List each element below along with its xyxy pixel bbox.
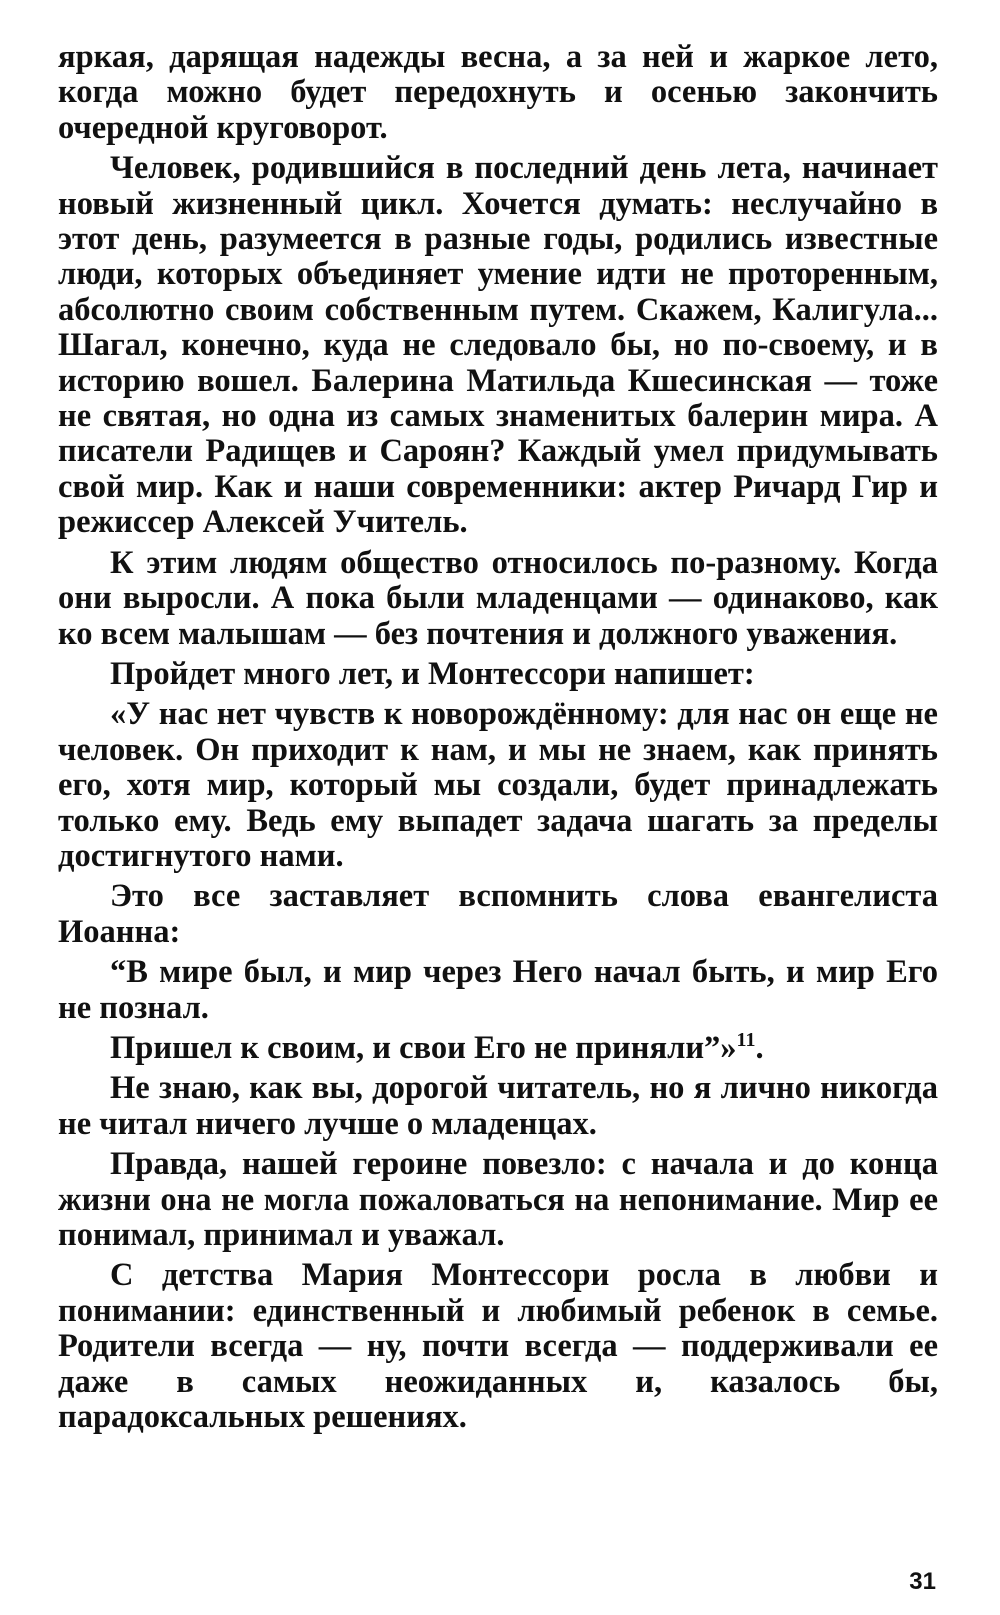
paragraph-continuation: яркая, дарящая надежды весна, а за ней и жаркое лето, когда можно будет передохнуть и осенью закончить очередной круговорот. xyxy=(58,39,938,146)
footnote-reference: 11 xyxy=(736,1028,756,1051)
paragraph: Не знаю, как вы, дорогой читатель, но я лично никогда не читал ничего лучше о младенцах. xyxy=(58,1070,938,1142)
paragraph: С детства Мария Монтессори росла в любви и понимании: единственный и любимый ребенок в семье. Родители всегда — ну, почти всегда — поддерживали ее даже в самых неожиданных и, казалось бы, парадоксальных решениях. xyxy=(58,1257,938,1436)
quote-paragraph: «У нас нет чувств к новорождённому: для нас он еще не человек. Он приходит к нам, и мы не знаем, как принять его, хотя мир, который мы создали, будет принадлежать только ему. Ведь ему выпадет задача шагать за пределы достигнутого нами. xyxy=(58,696,938,874)
quote-paragraph: “В мире был, и мир через Него начал быть, и мир Его не познал. xyxy=(58,954,938,1026)
quote-text: Пришел к своим, и свои Его не приняли”» xyxy=(110,1029,737,1066)
quote-tail: . xyxy=(755,1029,764,1066)
paragraph: Пройдет много лет, и Монтессори напишет: xyxy=(110,655,755,692)
paragraph: Правда, нашей героине повезло: с начала и до конца жизни она не могла пожаловаться на непонимание. Мир ее понимал, принимал и уважал. xyxy=(58,1146,938,1253)
paragraph: Это все заставляет вспомнить слова евангелиста Иоанна: xyxy=(58,878,938,950)
paragraph: К этим людям общество относилось по-разному. Когда они выросли. А пока были младенцами — одинаково, как ко всем малышам — без почтения и должного уважения. xyxy=(58,544,938,652)
quote-paragraph-with-footnote xyxy=(58,1028,938,1066)
page-number: 31 xyxy=(909,1568,936,1595)
page-body xyxy=(58,40,938,1435)
paragraph: Человек, родившийся в последний день лета, начинает новый жизненный цикл. Хочется думать: неслучайно в этот день, разумеется в разные годы, родились известные люди, которых объединяет умение идти не проторенным, абсолютно своим собственным путем. Скажем, Калигула... Шагал, конечно, куда не следовало бы, но по-своему, и в историю вошел. Балерина Матильда Кшесинская — тоже не святая, но одна из самых знаменитых балерин мира. А писатели Радищев и Сароян? Каждый умел придумывать свой мир. Как и наши современники: актер Ричард Гир и режиссер Алексей Учитель. xyxy=(58,150,938,541)
